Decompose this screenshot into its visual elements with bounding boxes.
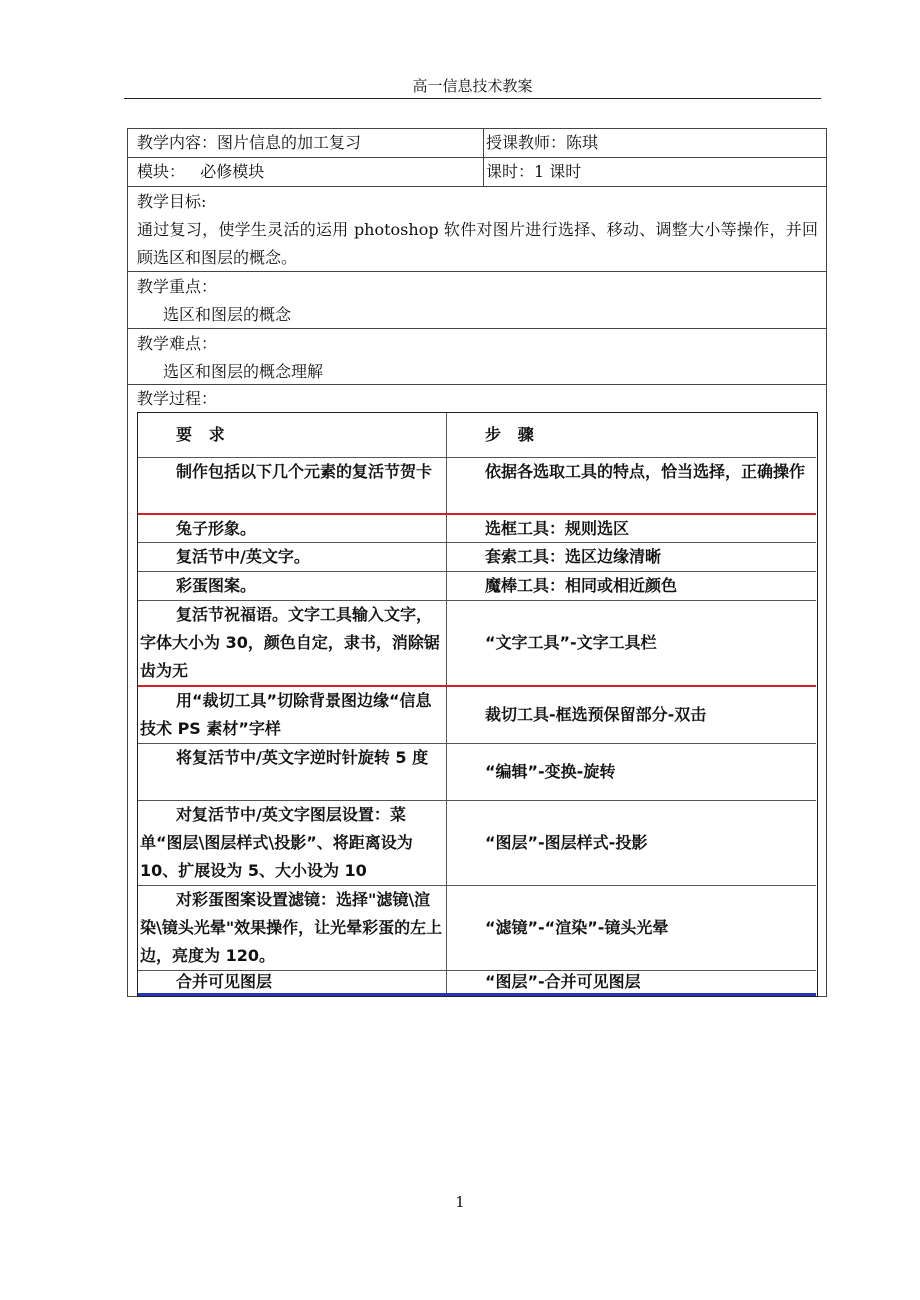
steps-header: 步 骤 [485,425,534,444]
requirement-text: 复活节祝福语。文字工具输入文字，字体大小为 30，颜色自定，隶书，消除锯齿为无 [140,605,440,680]
steps-cell [447,543,816,571]
table-row [138,687,816,744]
focus-title: 教学重点： [137,277,218,296]
table-row [138,572,816,601]
lesson-plan-table [127,128,827,997]
steps-cell [447,572,816,600]
requirement-cell [138,515,447,542]
header-cell-requirement [138,413,447,457]
focus-text: 选区和图层的概念 [163,305,292,324]
steps-cell [447,515,816,542]
requirement-cell [138,543,447,571]
difficulty-section [128,329,826,385]
page-header: 高一信息技术教案 [412,77,533,95]
requirement-cell [138,971,447,993]
process-header-row [138,413,816,458]
info-row-1 [128,129,826,158]
requirement-text: 兔子形象。 [176,519,257,538]
process-title: 教学过程： [137,389,218,408]
page-number: 1 [455,1193,465,1211]
requirement-text: 复活节中/英文字。 [176,547,310,566]
info-row-2 [128,158,826,187]
steps-cell [447,687,816,743]
steps-cell [447,886,816,970]
requirement-text: 对复活节中/英文字图层设置：菜单“图层\图层样式\投影”、将距离设为 10、扩展设为 5、大小设为 10 [140,805,413,880]
table-row [138,971,816,996]
table-row [138,543,816,572]
steps-cell [447,458,816,513]
requirement-text: 彩蛋图案。 [176,576,257,595]
difficulty-title: 教学难点： [137,334,218,353]
steps-text: “图层”-图层样式-投影 [485,833,648,852]
requirement-text: 制作包括以下几个元素的复活节贺卡 [176,462,433,481]
requirement-text: 对彩蛋图案设置滤镜：选择"滤镜\渲染\镜头光晕"效果操作，让光晕彩蛋的左上边，亮度为 120。 [140,890,443,965]
header-cell-steps [447,413,816,457]
module-label: 模块： 必修模块 [137,162,265,181]
table-row [138,744,816,801]
steps-text: 魔棒工具：相同或相近颜色 [485,576,678,595]
steps-text: 依据各选取工具的特点，恰当选择，正确操作 [485,462,806,481]
process-table [137,412,818,997]
requirement-cell [138,744,447,800]
steps-cell [447,801,816,885]
table-row [138,801,816,886]
requirement-cell [138,801,447,885]
table-row [138,886,816,971]
requirement-cell [138,572,447,600]
steps-text: “编辑”-变换-旋转 [485,762,616,781]
requirement-header: 要 求 [176,425,225,444]
requirement-cell [138,886,447,970]
requirement-cell [138,687,447,743]
table-row [138,458,816,515]
steps-text: “图层”-合并可见图层 [485,972,641,991]
steps-text: 套索工具：选区边缘清晰 [485,547,662,566]
steps-cell [447,971,816,993]
steps-text: “文字工具”-文字工具栏 [485,633,657,652]
column-divider [483,158,484,186]
hours-label: 课时：1 课时 [486,162,582,181]
steps-text: 选框工具：规则选区 [485,519,630,538]
requirement-text: 合并可见图层 [176,972,273,991]
table-row [138,601,816,687]
requirement-text: 将复活节中/英文字逆时针旋转 5 度 [176,748,429,767]
goals-text: 通过复习，使学生灵活的运用 photoshop 软件对图片进行选择、移动、调整大小等操作，并回顾选区和图层的概念。 [137,220,818,267]
steps-text: “滤镜”-“渲染”-镜头光晕 [485,918,669,937]
requirement-cell [138,601,447,685]
steps-cell [447,601,816,685]
teacher-label: 授课教师：陈琪 [486,133,599,152]
content-label: 教学内容：图片信息的加工复习 [137,133,362,152]
difficulty-text: 选区和图层的概念理解 [163,362,324,381]
goals-title: 教学目标: [137,192,207,211]
goals-section [128,187,826,272]
steps-cell [447,744,816,800]
table-row [138,515,816,543]
header-rule [124,98,821,99]
column-divider [483,129,484,157]
requirement-text: 用“裁切工具”切除背景图边缘“信息技术 PS 素材”字样 [140,691,432,738]
focus-section [128,272,826,329]
requirement-cell [138,458,447,513]
steps-text: 裁切工具-框选预保留部分-双击 [485,705,707,724]
